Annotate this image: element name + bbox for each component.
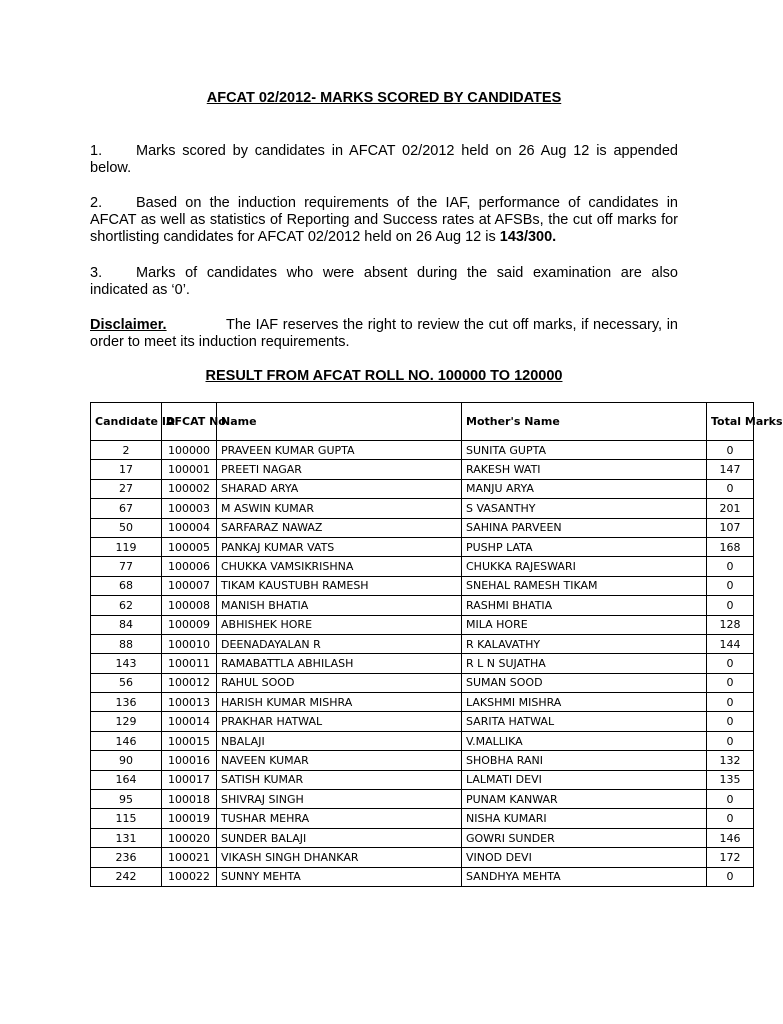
table-row xyxy=(91,790,754,809)
cell-name: M ASWIN KUMAR xyxy=(217,499,462,518)
table-row xyxy=(91,499,754,518)
cell-afcat-no: 100008 xyxy=(162,596,217,615)
cell-mother-name: NISHA KUMARI xyxy=(462,809,707,828)
table-row xyxy=(91,576,754,595)
cell-total-marks: 0 xyxy=(707,693,754,712)
result-heading: RESULT FROM AFCAT ROLL NO. 100000 TO 120000 xyxy=(205,368,563,384)
cell-mother-name: SUNITA GUPTA xyxy=(462,441,707,460)
cell-mother-name: VINOD DEVI xyxy=(462,848,707,867)
cell-mother-name: SARITA HATWAL xyxy=(462,712,707,731)
cell-afcat-no: 100005 xyxy=(162,537,217,556)
cell-afcat-no: 100022 xyxy=(162,867,217,886)
cell-name: CHUKKA VAMSIKRISHNA xyxy=(217,557,462,576)
cell-candidate-id: 90 xyxy=(91,751,162,770)
table-row xyxy=(91,770,754,789)
cell-name: ABHISHEK HORE xyxy=(217,615,462,634)
cell-afcat-no: 100004 xyxy=(162,518,217,537)
cell-mother-name: LALMATI DEVI xyxy=(462,770,707,789)
cell-total-marks: 0 xyxy=(707,654,754,673)
table-row xyxy=(91,867,754,886)
cell-afcat-no: 100019 xyxy=(162,809,217,828)
paragraph-text: Based on the induction requirements of the IAF, performance of candidates in AFCAT as well as statistics of Reporting and Success rates at AFSBs, the cut off marks for shortlisting candidates for AFCAT 02/2012 held on 26 Aug 12 is xyxy=(90,195,678,245)
document-title: AFCAT 02/2012- MARKS SCORED BY CANDIDATES xyxy=(206,90,562,106)
paragraph-text: Marks scored by candidates in AFCAT 02/2012 held on 26 Aug 12 is appended below. xyxy=(90,143,678,176)
cell-total-marks: 128 xyxy=(707,615,754,634)
cell-candidate-id: 131 xyxy=(91,828,162,847)
cell-mother-name: RASHMI BHATIA xyxy=(462,596,707,615)
paragraph-1 xyxy=(90,143,678,177)
cell-name: TIKAM KAUSTUBH RAMESH xyxy=(217,576,462,595)
cell-total-marks: 146 xyxy=(707,828,754,847)
cell-name: PRAKHAR HATWAL xyxy=(217,712,462,731)
cell-candidate-id: 129 xyxy=(91,712,162,731)
cell-candidate-id: 88 xyxy=(91,634,162,653)
cell-total-marks: 0 xyxy=(707,809,754,828)
cell-afcat-no: 100000 xyxy=(162,441,217,460)
cell-candidate-id: 95 xyxy=(91,790,162,809)
table-row xyxy=(91,634,754,653)
cell-candidate-id: 136 xyxy=(91,693,162,712)
cell-afcat-no: 100002 xyxy=(162,479,217,498)
cell-name: DEENADAYALAN R xyxy=(217,634,462,653)
paragraph-number: 3. xyxy=(90,265,103,281)
cell-mother-name: PUNAM KANWAR xyxy=(462,790,707,809)
cell-mother-name: MILA HORE xyxy=(462,615,707,634)
cell-name: HARISH KUMAR MISHRA xyxy=(217,693,462,712)
cell-mother-name: R L N SUJATHA xyxy=(462,654,707,673)
cell-mother-name: GOWRI SUNDER xyxy=(462,828,707,847)
cell-candidate-id: 2 xyxy=(91,441,162,460)
header-name: Name xyxy=(217,403,462,441)
cell-name: NAVEEN KUMAR xyxy=(217,751,462,770)
table-row xyxy=(91,615,754,634)
cell-name: RAMABATTLA ABHILASH xyxy=(217,654,462,673)
cell-mother-name: LAKSHMI MISHRA xyxy=(462,693,707,712)
paragraph-3 xyxy=(90,265,678,299)
table-row xyxy=(91,479,754,498)
table-row xyxy=(91,673,754,692)
cell-total-marks: 168 xyxy=(707,537,754,556)
cell-afcat-no: 100020 xyxy=(162,828,217,847)
cell-name: TUSHAR MEHRA xyxy=(217,809,462,828)
cell-afcat-no: 100003 xyxy=(162,499,217,518)
cell-mother-name: SANDHYA MEHTA xyxy=(462,867,707,886)
cell-mother-name: R KALAVATHY xyxy=(462,634,707,653)
table-row xyxy=(91,460,754,479)
cell-name: SHARAD ARYA xyxy=(217,479,462,498)
cell-total-marks: 132 xyxy=(707,751,754,770)
cell-candidate-id: 115 xyxy=(91,809,162,828)
paragraph-number: 1. xyxy=(90,143,103,159)
cell-candidate-id: 236 xyxy=(91,848,162,867)
cell-afcat-no: 100001 xyxy=(162,460,217,479)
cell-mother-name: MANJU ARYA xyxy=(462,479,707,498)
cell-mother-name: V.MALLIKA xyxy=(462,731,707,750)
cell-candidate-id: 77 xyxy=(91,557,162,576)
cell-total-marks: 0 xyxy=(707,576,754,595)
cell-total-marks: 0 xyxy=(707,867,754,886)
cell-name: VIKASH SINGH DHANKAR xyxy=(217,848,462,867)
table-row xyxy=(91,828,754,847)
cell-candidate-id: 67 xyxy=(91,499,162,518)
table-row xyxy=(91,731,754,750)
cell-total-marks: 0 xyxy=(707,557,754,576)
cell-afcat-no: 100016 xyxy=(162,751,217,770)
cell-afcat-no: 100009 xyxy=(162,615,217,634)
table-row xyxy=(91,751,754,770)
cell-mother-name: SHOBHA RANI xyxy=(462,751,707,770)
disclaimer xyxy=(90,317,678,351)
cell-candidate-id: 164 xyxy=(91,770,162,789)
header-afcat-no: AFCAT No. xyxy=(162,403,217,441)
cell-afcat-no: 100011 xyxy=(162,654,217,673)
cell-afcat-no: 100017 xyxy=(162,770,217,789)
cell-afcat-no: 100010 xyxy=(162,634,217,653)
table-row xyxy=(91,441,754,460)
cell-name: RAHUL SOOD xyxy=(217,673,462,692)
cell-candidate-id: 143 xyxy=(91,654,162,673)
table-row xyxy=(91,654,754,673)
cell-afcat-no: 100006 xyxy=(162,557,217,576)
cell-name: SATISH KUMAR xyxy=(217,770,462,789)
cell-name: PANKAJ KUMAR VATS xyxy=(217,537,462,556)
cell-candidate-id: 146 xyxy=(91,731,162,750)
table-row xyxy=(91,518,754,537)
paragraph-2 xyxy=(90,195,678,246)
cell-candidate-id: 17 xyxy=(91,460,162,479)
cell-name: SUNNY MEHTA xyxy=(217,867,462,886)
cell-name: NBALAJI xyxy=(217,731,462,750)
cell-mother-name: SAHINA PARVEEN xyxy=(462,518,707,537)
table-row xyxy=(91,537,754,556)
cell-afcat-no: 100012 xyxy=(162,673,217,692)
table-row xyxy=(91,557,754,576)
header-mother-name: Mother's Name xyxy=(462,403,707,441)
cell-total-marks: 147 xyxy=(707,460,754,479)
cell-afcat-no: 100015 xyxy=(162,731,217,750)
cell-total-marks: 0 xyxy=(707,712,754,731)
cell-afcat-no: 100018 xyxy=(162,790,217,809)
cell-candidate-id: 242 xyxy=(91,867,162,886)
cell-afcat-no: 100021 xyxy=(162,848,217,867)
cell-name: MANISH BHATIA xyxy=(217,596,462,615)
cell-candidate-id: 68 xyxy=(91,576,162,595)
cell-total-marks: 0 xyxy=(707,479,754,498)
cell-mother-name: CHUKKA RAJESWARI xyxy=(462,557,707,576)
cell-name: PRAVEEN KUMAR GUPTA xyxy=(217,441,462,460)
cell-candidate-id: 56 xyxy=(91,673,162,692)
cell-total-marks: 107 xyxy=(707,518,754,537)
header-total-marks: Total Marks xyxy=(707,403,754,441)
cell-mother-name: S VASANTHY xyxy=(462,499,707,518)
cell-total-marks: 144 xyxy=(707,634,754,653)
disclaimer-text: The IAF reserves the right to review the cut off marks, if necessary, in order to meet its induction requirements. xyxy=(90,317,678,350)
header-candidate-id: Candidate ID xyxy=(91,403,162,441)
table-row xyxy=(91,712,754,731)
cell-total-marks: 0 xyxy=(707,596,754,615)
cell-total-marks: 0 xyxy=(707,441,754,460)
cell-mother-name: PUSHP LATA xyxy=(462,537,707,556)
cell-candidate-id: 84 xyxy=(91,615,162,634)
cell-name: PREETI NAGAR xyxy=(217,460,462,479)
cell-candidate-id: 62 xyxy=(91,596,162,615)
cell-candidate-id: 119 xyxy=(91,537,162,556)
cell-afcat-no: 100013 xyxy=(162,693,217,712)
cell-candidate-id: 27 xyxy=(91,479,162,498)
cell-total-marks: 0 xyxy=(707,790,754,809)
table-row xyxy=(91,848,754,867)
cutoff-marks: 143/300. xyxy=(499,229,557,245)
cell-name: SUNDER BALAJI xyxy=(217,828,462,847)
table-header-row xyxy=(91,403,754,441)
table-row xyxy=(91,693,754,712)
cell-mother-name: SNEHAL RAMESH TIKAM xyxy=(462,576,707,595)
cell-total-marks: 0 xyxy=(707,673,754,692)
cell-candidate-id: 50 xyxy=(91,518,162,537)
cell-afcat-no: 100007 xyxy=(162,576,217,595)
cell-mother-name: SUMAN SOOD xyxy=(462,673,707,692)
cell-total-marks: 135 xyxy=(707,770,754,789)
table-row xyxy=(91,809,754,828)
results-table xyxy=(90,402,783,887)
cell-name: SARFARAZ NAWAZ xyxy=(217,518,462,537)
paragraph-text: Marks of candidates who were absent during the said examination are also indicated as ‘0’. xyxy=(90,265,678,298)
cell-total-marks: 0 xyxy=(707,731,754,750)
cell-total-marks: 172 xyxy=(707,848,754,867)
cell-mother-name: RAKESH WATI xyxy=(462,460,707,479)
cell-name: SHIVRAJ SINGH xyxy=(217,790,462,809)
table-row xyxy=(91,596,754,615)
disclaimer-label: Disclaimer. xyxy=(90,317,167,333)
paragraph-number: 2. xyxy=(90,195,103,211)
cell-afcat-no: 100014 xyxy=(162,712,217,731)
cell-total-marks: 201 xyxy=(707,499,754,518)
